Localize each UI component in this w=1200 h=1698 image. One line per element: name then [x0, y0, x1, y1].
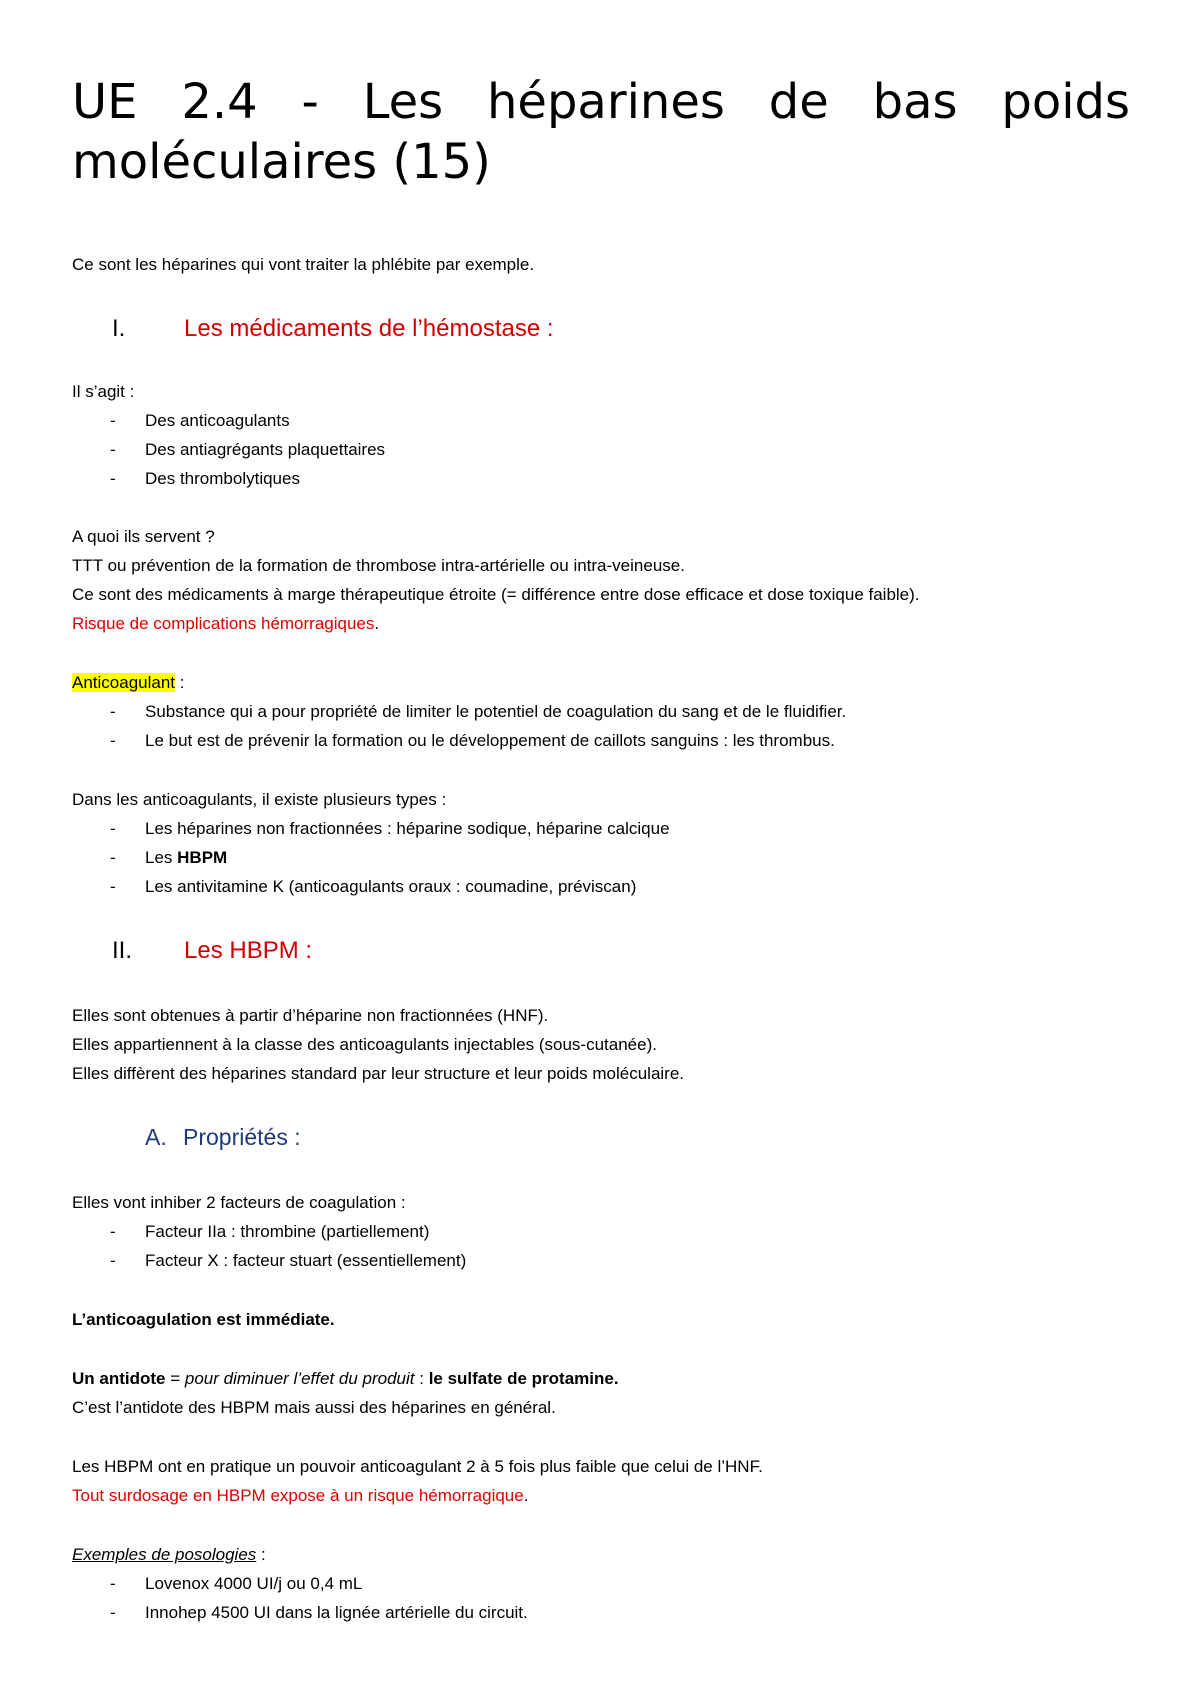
subsection-a-heading: A. Propriétés :	[145, 1124, 301, 1150]
immediate-statement: L’anticoagulation est immédiate.	[72, 1310, 335, 1329]
anticoagulant-label: Anticoagulant :	[72, 673, 185, 692]
section-1-title: Les médicaments de l’hémostase :	[184, 315, 554, 342]
paragraph: Ce sont des médicaments à marge thérapeutique étroite (= différence entre dose efficace et dose toxique faible).	[72, 585, 920, 604]
list-item: - Lovenox 4000 UI/j ou 0,4 mL	[110, 1574, 363, 1593]
paragraph: TTT ou prévention de la formation de thrombose intra-artérielle ou intra-veineuse.	[72, 556, 685, 575]
list-item: - Facteur IIa : thrombine (partiellement)	[110, 1222, 430, 1241]
paragraph: Les HBPM ont en pratique un pouvoir anticoagulant 2 à 5 fois plus faible que celui de l’HNF.	[72, 1457, 763, 1476]
intro-paragraph: Ce sont les héparines qui vont traiter la phlébite par exemple.	[72, 255, 535, 274]
question-line: A quoi ils servent ?	[72, 527, 215, 546]
list-item: - Le but est de prévenir la formation ou le développement de caillots sanguins : les thrombus.	[110, 731, 835, 750]
subsection-lead: Elles vont inhiber 2 facteurs de coagulation :	[72, 1193, 406, 1212]
risk-line: Risque de complications hémorragiques.	[72, 614, 380, 633]
paragraph: C’est l’antidote des HBPM mais aussi des héparines en général.	[72, 1398, 556, 1417]
list-item: - Les héparines non fractionnées : héparine sodique, héparine calcique	[110, 819, 670, 838]
paragraph: Elles sont obtenues à partir d’héparine non fractionnées (HNF).	[72, 1006, 549, 1025]
document-title: UE 2.4 - Les héparines de bas poids moléculaires (15)	[72, 74, 1130, 190]
list-item: - Innohep 4500 UI dans la lignée artérielle du circuit.	[110, 1603, 528, 1622]
list-item: - Les antivitamine K (anticoagulants oraux : coumadine, préviscan)	[110, 877, 637, 896]
overdose-line: Tout surdosage en HBPM expose à un risque hémorragique.	[72, 1486, 529, 1505]
list-item: - Substance qui a pour propriété de limiter le potentiel de coagulation du sang et de le fluidifier.	[110, 702, 847, 721]
highlighted-term: Anticoagulant	[72, 673, 176, 692]
paragraph: Elles appartiennent à la classe des anticoagulants injectables (sous-cutanée).	[72, 1035, 657, 1054]
list-item: - Les HBPM	[110, 848, 228, 867]
examples-label: Exemples de posologies :	[72, 1545, 266, 1564]
types-lead: Dans les anticoagulants, il existe plusieurs types :	[72, 790, 447, 809]
paragraph: Elles diffèrent des héparines standard par leur structure et leur poids moléculaire.	[72, 1064, 685, 1083]
section-2-title: Les HBPM :	[184, 937, 313, 964]
list-item: - Des anticoagulants	[110, 411, 290, 430]
list-item: - Des thrombolytiques	[110, 469, 300, 488]
antidote-line: Un antidote = pour diminuer l’effet du produit : le sulfate de protamine.	[72, 1369, 619, 1388]
section-1-lead: Il s’agit :	[72, 382, 135, 401]
section-2-number: II.	[112, 937, 133, 964]
list-item: - Des antiagrégants plaquettaires	[110, 440, 386, 459]
list-item: - Facteur X : facteur stuart (essentiellement)	[110, 1251, 467, 1270]
section-1-number: I.	[112, 315, 126, 342]
